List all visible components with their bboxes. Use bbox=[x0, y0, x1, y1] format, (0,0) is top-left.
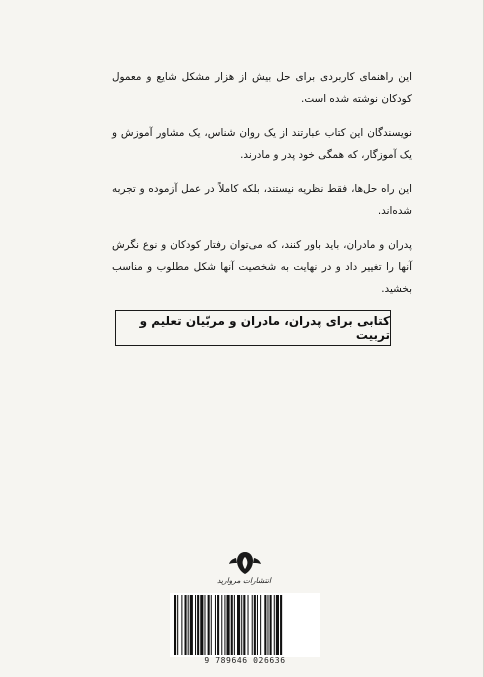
barcode-bar bbox=[260, 595, 261, 655]
barcode-bar bbox=[177, 595, 178, 655]
description-text bbox=[112, 66, 412, 312]
barcode-bar bbox=[215, 595, 216, 655]
barcode-bar bbox=[237, 595, 240, 655]
paragraph-3: این راه حل‌ها، فقط نظریه نیستند، بلکه کاملاً در عمل آزموده و تجربه شده‌اند. bbox=[112, 183, 412, 217]
barcode-bar bbox=[174, 595, 176, 655]
barcode-bar bbox=[243, 595, 245, 655]
barcode-bar bbox=[208, 595, 210, 655]
tagline-banner: کتابی برای پدران، مادران و مربّیان تعلیم و تربیت bbox=[115, 310, 391, 346]
barcode-bar bbox=[267, 595, 268, 655]
barcode-bar bbox=[211, 595, 212, 655]
publisher-name: انتشارات مروارید bbox=[216, 576, 272, 585]
barcode-bar bbox=[195, 595, 196, 655]
paragraph-1: این راهنمای کاربردی برای حل بیش از هزار مشکل شایع و معمول کودکان نوشته شده است. bbox=[112, 71, 412, 105]
barcode-bar bbox=[254, 595, 256, 655]
barcode-bar bbox=[231, 595, 233, 655]
barcode-bar bbox=[257, 595, 258, 655]
barcode-bar bbox=[185, 595, 187, 655]
barcode-bar bbox=[200, 595, 203, 655]
barcode-bar bbox=[280, 595, 282, 655]
barcode-bar bbox=[197, 595, 199, 655]
barcode-bar bbox=[276, 595, 279, 655]
barcode-bar bbox=[188, 595, 189, 655]
barcode-bar bbox=[181, 595, 182, 655]
barcode-bar bbox=[224, 595, 225, 655]
barcode-bar bbox=[204, 595, 205, 655]
barcode-bar bbox=[217, 595, 219, 655]
barcode-bar bbox=[234, 595, 235, 655]
paragraph-2: نویسندگان این کتاب عبارتند از یک روان شناس، یک مشاور آموزش و یک آموزگار، که همگی خود پدر و مادرند. bbox=[112, 127, 412, 161]
barcode-bar bbox=[241, 595, 242, 655]
barcode-bar bbox=[190, 595, 193, 655]
barcode-bar bbox=[227, 595, 230, 655]
barcode bbox=[170, 593, 320, 657]
barcode-bar bbox=[248, 595, 249, 655]
paragraph-4: پدران و مادران، باید باور کنند، که می‌توان رفتار کودکان و نوع نگرش آنها را تغییر داد و در نهایت به شخصیت آنها شکل مطلوب و مناسب بخشید. bbox=[112, 239, 412, 295]
barcode-bar bbox=[221, 595, 222, 655]
barcode-bar bbox=[252, 595, 253, 655]
barcode-bar bbox=[264, 595, 266, 655]
barcode-bar bbox=[274, 595, 275, 655]
isbn-number: 9 789646 026636 bbox=[204, 656, 286, 665]
barcode-bar bbox=[270, 595, 272, 655]
